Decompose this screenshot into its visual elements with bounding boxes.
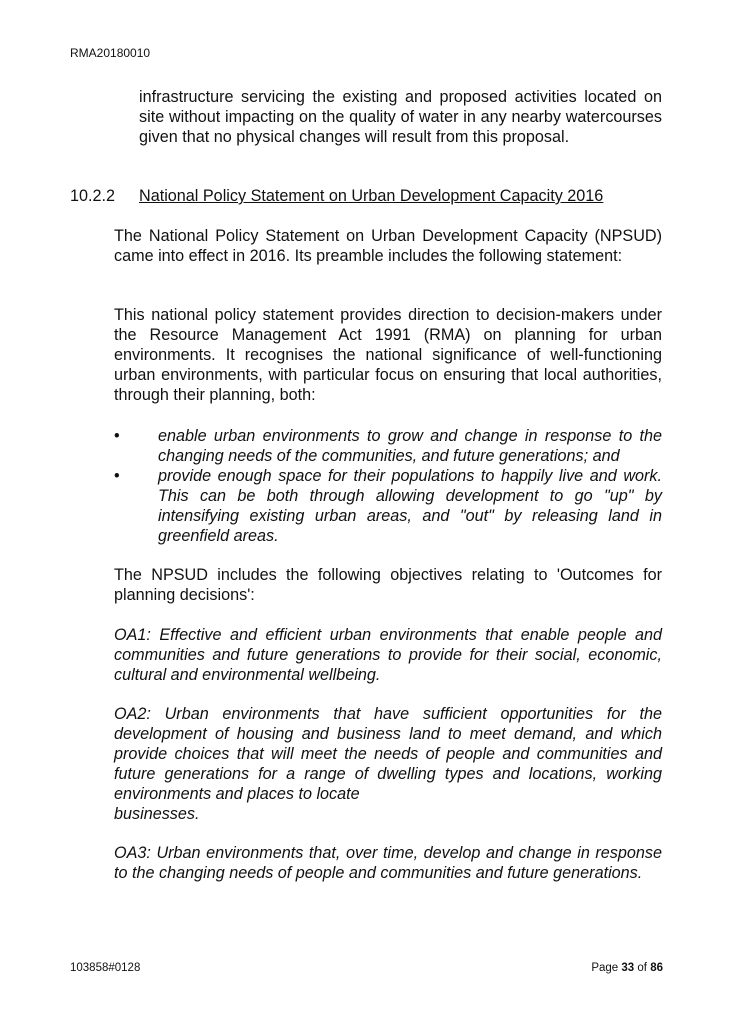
page-current: 33 [621,962,635,974]
bullet-icon: • [114,427,120,445]
page-number [591,962,663,974]
page-label: Page [591,962,619,974]
bullet-text: enable urban environments to grow and change in response to the changing needs of the communities, and future generations; and [158,427,662,465]
page-of-label: of [637,962,647,974]
objective-oa2-text: OA2: Urban environments that have sufficient opportunities for the development of housing and business land to meet demand, and which provide choices that will meet the needs of people and communities and future generations for a range of dwelling types and locations, working environments and places to locate [114,705,662,803]
objective-oa1: OA1: Effective and efficient urban environments that enable people and communities and future generations to provide for their social, economic, cultural and environmental wellbeing. [114,626,662,684]
document-reference: RMA20180010 [70,46,151,60]
bullet-item [114,466,662,546]
bullet-item [114,426,662,466]
footer-document-id: 103858#0128 [70,962,141,974]
section-title: National Policy Statement on Urban Development Capacity 2016 [139,187,604,205]
section-number: 10.2.2 [70,187,116,205]
objectives-intro: The NPSUD includes the following objectives relating to 'Outcomes for planning decisions': [114,566,662,604]
objective-oa3: OA3: Urban environments that, over time, develop and change in response to the changing needs of people and communities and future generations. [114,844,662,882]
preamble-bullet-list [114,426,662,546]
bullet-icon: • [114,467,120,485]
objective-oa2-tail: businesses. [114,805,200,823]
intro-paragraph: The National Policy Statement on Urban Development Capacity (NPSUD) came into effect in 2016. Its preamble includes the following statement: [114,227,662,265]
page-total: 86 [650,962,663,974]
bullet-text: provide enough space for their populations to happily live and work. This can be both through allowing development to go "up" by intensifying existing urban areas, and "out" by releasing land in greenfield areas. [158,467,662,545]
objective-oa2 [114,704,662,824]
preamble-quote: This national policy statement provides direction to decision-makers under the Resource Management Act 1991 (RMA) on planning for urban environments. It recognises the national significance of well-functioning urban environments, with particular focus on ensuring that local authorities, through their planning, both: [114,306,662,404]
continued-paragraph: infrastructure servicing the existing and proposed activities located on site without impacting on the quality of water in any nearby watercourses given that no physical changes will result from this proposal. [139,88,662,146]
